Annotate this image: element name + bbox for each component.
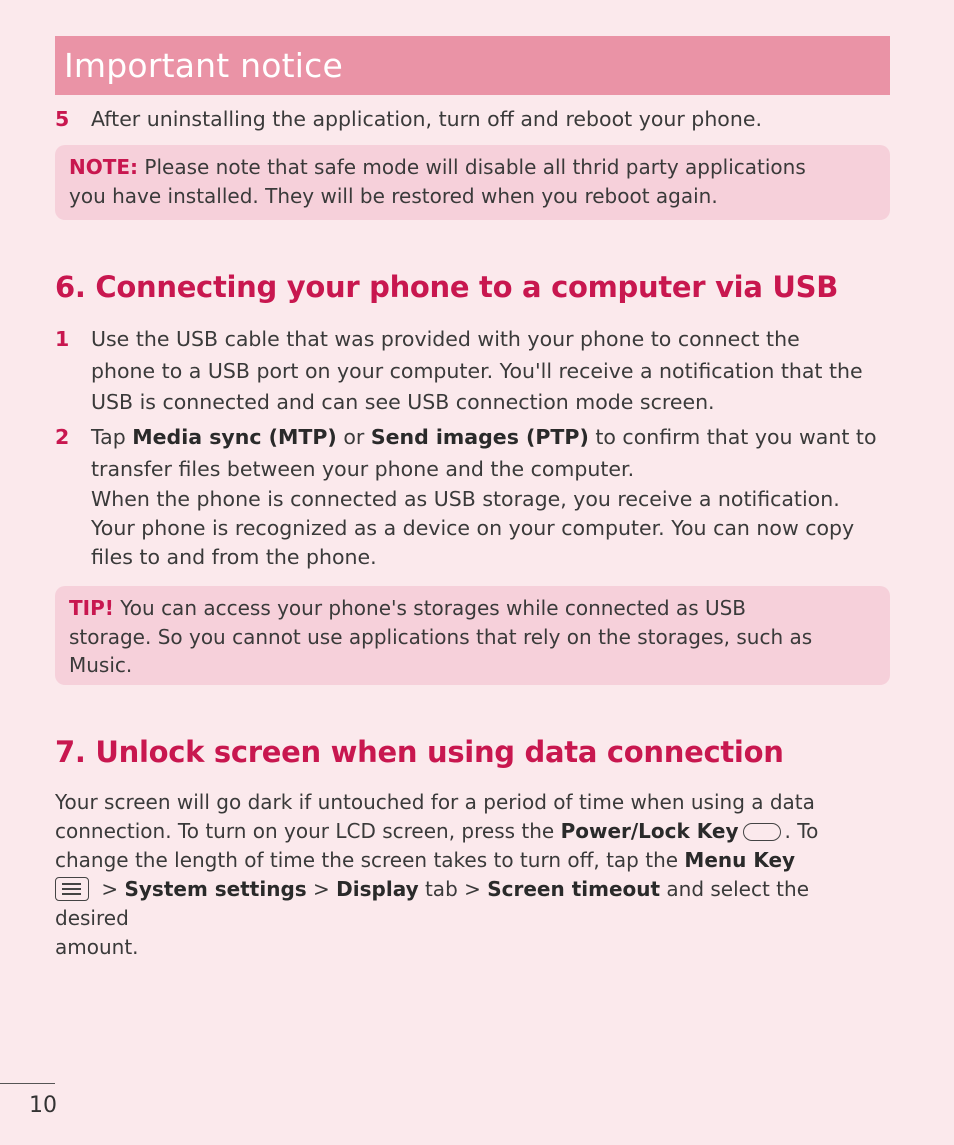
step-number: 1 xyxy=(55,327,70,351)
note-line: you have installed. They will be restored when you reboot again. xyxy=(69,183,718,208)
tip-line: storage. So you cannot use applications that rely on the storages, such as xyxy=(69,624,813,649)
step-text: or xyxy=(336,425,371,449)
menu-key-icon xyxy=(55,877,89,901)
send-images-option: Send images (PTP) xyxy=(370,425,589,449)
para-line: Your screen will go dark if untouched for a period of time when using a data xyxy=(55,790,815,814)
para-text: > xyxy=(95,877,125,901)
screen-timeout-label: Screen timeout xyxy=(487,877,661,901)
para-text: and select the desired xyxy=(55,877,809,930)
note-box xyxy=(55,145,890,220)
section-6-heading: 6. Connecting your phone to a computer via USB xyxy=(55,270,839,304)
power-key-icon xyxy=(743,823,781,841)
tip-line: Music. xyxy=(69,653,133,677)
tip-box xyxy=(55,586,890,685)
step-line: Your phone is recognized as a device on your computer. You can now copy xyxy=(91,516,855,540)
page-number-rule xyxy=(0,1083,55,1084)
step-number: 5 xyxy=(55,107,70,131)
step-text: Tap xyxy=(91,425,133,449)
tip-label: TIP! xyxy=(69,596,114,620)
step-2 xyxy=(55,422,890,582)
para-text: > xyxy=(306,877,337,901)
step-line: USB is connected and can see USB connection mode screen. xyxy=(91,390,715,414)
banner-title: Important notice xyxy=(64,46,343,85)
step-1 xyxy=(55,324,890,420)
step-line: files to and from the phone. xyxy=(91,545,377,569)
note-label: NOTE: xyxy=(69,155,139,179)
section-7-paragraph xyxy=(55,788,880,962)
para-text: change the length of time the screen takes to turn off, tap the xyxy=(55,848,685,872)
power-lock-key-label: Power/Lock Key xyxy=(560,819,739,843)
tip-line: You can access your phone's storages while connected as USB xyxy=(113,596,747,620)
step-text: After uninstalling the application, turn off and reboot your phone. xyxy=(91,107,762,131)
notice-banner xyxy=(55,36,890,95)
step-text: to confirm that you want to xyxy=(588,425,877,449)
step-line: When the phone is connected as USB storage, you receive a notification. xyxy=(91,487,840,511)
step-line: phone to a USB port on your computer. You'll receive a notification that the xyxy=(91,358,863,383)
media-sync-option: Media sync (MTP) xyxy=(132,425,337,449)
step-line: transfer files between your phone and the computer. xyxy=(91,456,635,481)
page-number: 10 xyxy=(29,1093,57,1118)
step-number: 2 xyxy=(55,425,70,449)
step-5 xyxy=(55,104,890,136)
display-label: Display xyxy=(336,877,419,901)
menu-key-label: Menu Key xyxy=(684,848,796,872)
section-7-heading: 7. Unlock screen when using data connection xyxy=(55,735,784,769)
para-line: amount. xyxy=(55,935,139,959)
para-text: . To xyxy=(784,819,819,843)
step-line: Use the USB cable that was provided with your phone to connect the xyxy=(91,327,800,351)
system-settings-label: System settings xyxy=(124,877,307,901)
note-line: Please note that safe mode will disable all thrid party applications xyxy=(138,155,806,179)
para-text: connection. To turn on your LCD screen, press the xyxy=(55,819,561,843)
para-text: tab > xyxy=(418,877,488,901)
